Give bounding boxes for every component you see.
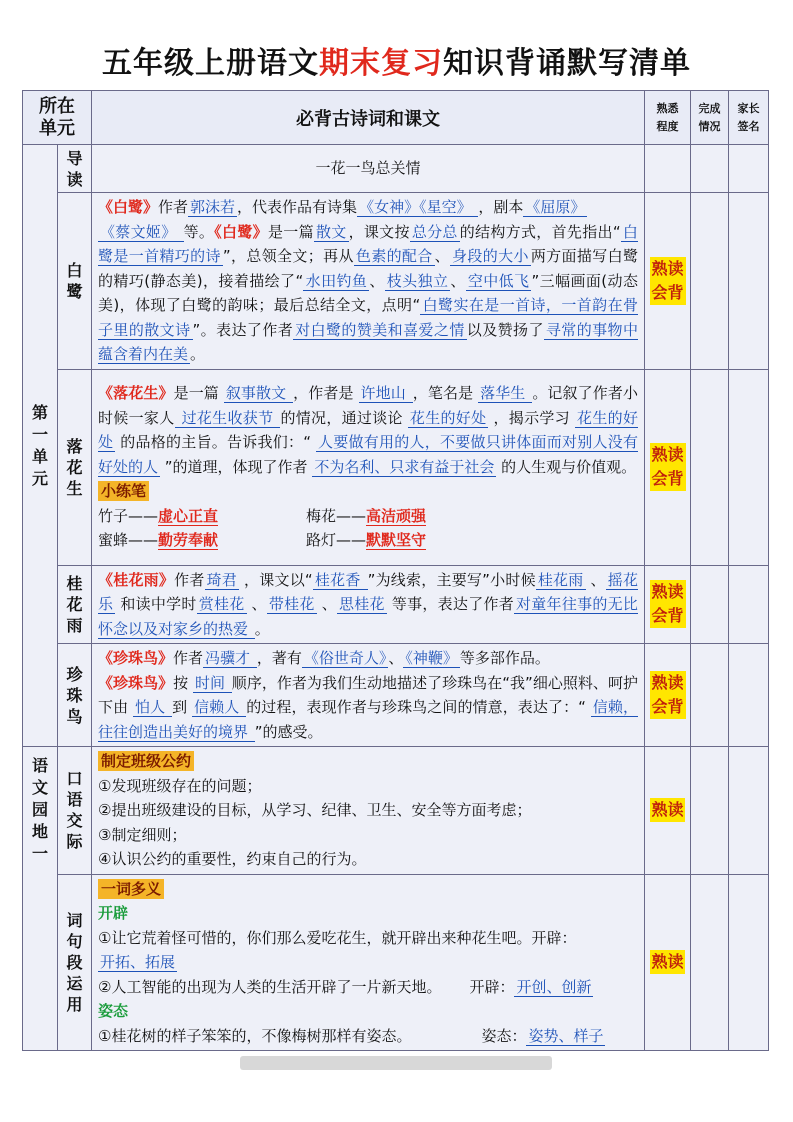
done-cell[interactable] — [691, 644, 729, 747]
done-cell[interactable] — [691, 747, 729, 875]
parent-sign-cell[interactable] — [729, 565, 769, 644]
done-cell[interactable] — [691, 369, 729, 565]
unit-label-unit1: 第 一 单 元 — [23, 145, 58, 747]
done-cell[interactable] — [691, 874, 729, 1051]
header-done: 完成情况 — [691, 91, 729, 145]
lesson-label-guihuayu: 桂 花 雨 — [58, 565, 92, 644]
page-title: 五年级上册语文期末复习知识背诵默写清单 — [102, 46, 691, 81]
done-cell[interactable] — [691, 145, 729, 193]
status-luohuasheng: 熟读会背 — [645, 369, 691, 565]
lesson-content-luohuasheng: 《落花生》是一篇 叙事散文 ，作者是 许地山 ，笔名是 落华生 。记叙了作者小时候一家人 过花生收获节 的情况，通过谈论 花生的好处 ，揭示学习 花生的好处 的品格的主旨。告诉我们：“ 人要做有用的人，不要做只讲体面而对别人没有好处的人 ”的道理，体现了作者 不为名利、只求有益于社会 的人生观与价值观。 小练笔 竹子——虚心正直 梅花——高洁顽强 蜜蜂——勤劳奉献 路灯——默默坚守 — [92, 369, 645, 565]
status-guihuayu: 熟读会背 — [645, 565, 691, 644]
parent-sign-cell[interactable] — [729, 874, 769, 1051]
lesson-label-zhenzhuniao: 珍 珠 鸟 — [58, 644, 92, 747]
lesson-content-daodu: 一花一鸟总关情 — [92, 145, 645, 193]
unit-label-garden: 语 文 园 地 一 — [23, 747, 58, 1051]
review-table — [22, 90, 769, 1051]
lesson-content-ciju: 一词多义 开辟 ①让它荒着怪可惜的，你们那么爱吃花生，就开辟出来种花生吧。开辟： 开拓、拓展 ②人工智能的出现为人类的生活开辟了一片新天地。 开辟： 开创、创新 姿态 ①桂花树的样子笨笨的，不像梅树那样有姿态。 姿态： 姿势、样子 — [92, 874, 645, 1051]
done-cell[interactable] — [691, 193, 729, 370]
parent-sign-cell[interactable] — [729, 369, 769, 565]
parent-sign-cell[interactable] — [729, 145, 769, 193]
header-parent: 家长签名 — [729, 91, 769, 145]
blurred-footer — [240, 1056, 552, 1070]
done-cell[interactable] — [691, 565, 729, 644]
header-familiar: 熟悉程度 — [645, 91, 691, 145]
lesson-label-luohuasheng: 落 花 生 — [58, 369, 92, 565]
parent-sign-cell[interactable] — [729, 193, 769, 370]
lesson-label-daodu: 导 读 — [58, 145, 92, 193]
status-kouyu: 熟读 — [645, 747, 691, 875]
status-ciju: 熟读 — [645, 874, 691, 1051]
header-main: 必背古诗词和课文 — [92, 91, 645, 145]
lesson-label-kouyu: 口 语 交 际 — [58, 747, 92, 875]
status-bailu: 熟读会背 — [645, 193, 691, 370]
lesson-content-kouyu: 制定班级公约 ①发现班级存在的问题； ②提出班级建设的目标，从学习、纪律、卫生、安全等方面考虑； ③制定细则； ④认识公约的重要性，约束自己的行为。 — [92, 747, 645, 875]
parent-sign-cell[interactable] — [729, 747, 769, 875]
lesson-content-bailu: 《白鹭》作者 郭沫若 ，代表作品有诗集 《女神》《星空》 ，剧本 《屈原》 《蔡文姬》 等。《白鹭》是一篇 散文 ，课文按 总分总 的结构方式，首先指出“ 白鹭是一首精巧的诗 ”，总领全文；再从 色素的配合 、 身段的大小 两方面描写白鹭的精巧(静态美)，接着描绘了“ 水田钓鱼 、 枝头独立 、 空中低飞 ”三幅画面(动态美)，体现了白鹭的韵味；最后总结全文，点明“ 白鹭实在是一首诗，一首韵在骨子里的散文诗 ”。表达了作者 对白鹭的赞美和喜爱之情 以及赞扬了 寻常的事物中蕴含着内在美 。 — [92, 193, 645, 370]
lesson-label-bailu: 白 鹭 — [58, 193, 92, 370]
status-zhenzhuniao: 熟读会背 — [645, 644, 691, 747]
lesson-content-guihuayu: 《桂花雨》作者 琦君 ，课文以“ 桂花香 ”为线索，主要写”小时候 桂花雨 、 摇花乐 和读中学时 赏桂花 、 带桂花 、 思桂花 等事，表达了作者 对童年往事的无比怀念以及对家乡的热爱 。 — [92, 565, 645, 644]
lesson-content-zhenzhuniao: 《珍珠鸟》作者 冯骥才 ，著有 《俗世奇人》 、 《神鞭》 等多部作品。 《珍珠鸟》按 时间 顺序，作者为我们生动地描述了珍珠鸟在“我”细心照料、呵护下由 怕人 到 信赖人 的过程，表现作者与珍珠鸟之间的情意，表达了：“ 信赖，往往创造出美好的境界 ”的感受。 — [92, 644, 645, 747]
header-unit: 所在单元 — [23, 91, 92, 145]
status-daodu — [645, 145, 691, 193]
parent-sign-cell[interactable] — [729, 644, 769, 747]
lesson-label-ciju: 词 句 段 运 用 — [58, 874, 92, 1051]
